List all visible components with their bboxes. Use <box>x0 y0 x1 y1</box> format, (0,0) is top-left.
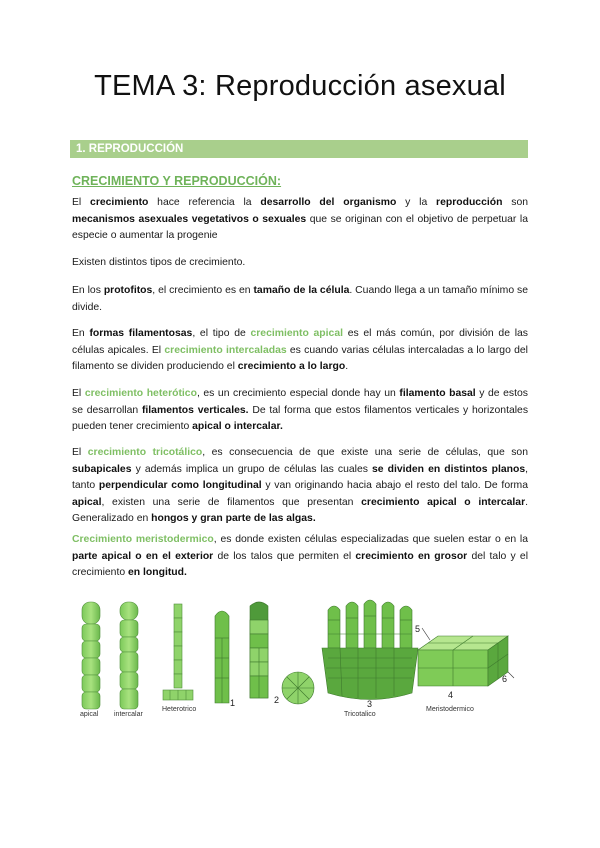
subsection-title: CRECIMIENTO Y REPRODUCCIÓN: <box>72 174 282 188</box>
caption-heterotrico: Heterotrico <box>162 706 197 713</box>
paragraph-7: Crecimiento meristodermico, es donde existen células especializadas que suelen estar o en la parte apical o en el exterior de los talos que permiten el crecimiento en grosor del talo y el crecimiento en longitud. <box>72 534 528 578</box>
meristodermico-block <box>418 628 514 686</box>
label-number-5: 5 <box>415 624 421 634</box>
paragraph-3: En los protofitos, el crecimiento es en tamaño de la célula. Cuando llega a un tamaño mínimo se divide. <box>72 285 528 313</box>
disc-cells <box>282 672 314 704</box>
intercalar-filament <box>120 602 138 709</box>
section-header: 1. REPRODUCCIÓN <box>70 140 528 158</box>
paragraph-5: El crecimiento heterótico, es un crecimiento especial donde hay un filamento basal y de estos se desarrollan filamentos verticales. De tal forma que estos filamentos verticales y horizontales pueden tener crecimiento apical o intercalar. <box>72 388 529 432</box>
page-title: TEMA 3: Reproducción asexual <box>94 70 506 102</box>
paragraph-1: El crecimiento hace referencia la desarrollo del organismo y la reproducción son mecanismos asexuales vegetativos o sexuales que se originan con el objetivo de perpetuar la especie o aumentar la progenie <box>72 197 529 241</box>
growth-types-figure <box>70 598 530 723</box>
paragraph-2: Existen distintos tipos de crecimiento. <box>72 257 246 268</box>
filament-2 <box>250 602 268 698</box>
label-number-3: 3 <box>367 699 373 709</box>
tricotalico-thallus <box>322 600 421 700</box>
caption-apical: apical <box>80 711 99 718</box>
growth-diagram <box>70 598 530 723</box>
label-number-1: 1 <box>230 698 236 708</box>
heterotrico-filament <box>163 604 193 700</box>
caption-tricotalico: Tricotalico <box>344 711 376 718</box>
paragraph-6: El crecimiento tricotálico, es consecuencia de que existe una serie de células, que son subapicales y además implica un grupo de células las cuales se dividen en distintos planos, tanto perpendicular como longitudinal y van originando hacia abajo el resto del talo. De forma apical, existen una serie de filamentos que presentan crecimiento apical o intercalar. Generalizado en hongos y gran parte de las algas. <box>72 447 529 524</box>
label-number-2: 2 <box>274 695 280 705</box>
apical-filament <box>82 602 100 709</box>
label-number-4: 4 <box>448 690 454 700</box>
paragraph-4: En formas filamentosas, el tipo de crecimiento apical es el más común, por división de las células apicales. El crecimiento intercaladas es cuando varias células intercaladas a lo largo del filamento se dividen produciendo el crecimiento a lo largo. <box>72 328 528 372</box>
caption-meristodermico: Meristodermico <box>426 706 474 713</box>
filament-1 <box>215 611 229 703</box>
label-number-6: 6 <box>502 674 508 684</box>
caption-intercalar: intercalar <box>114 711 143 718</box>
